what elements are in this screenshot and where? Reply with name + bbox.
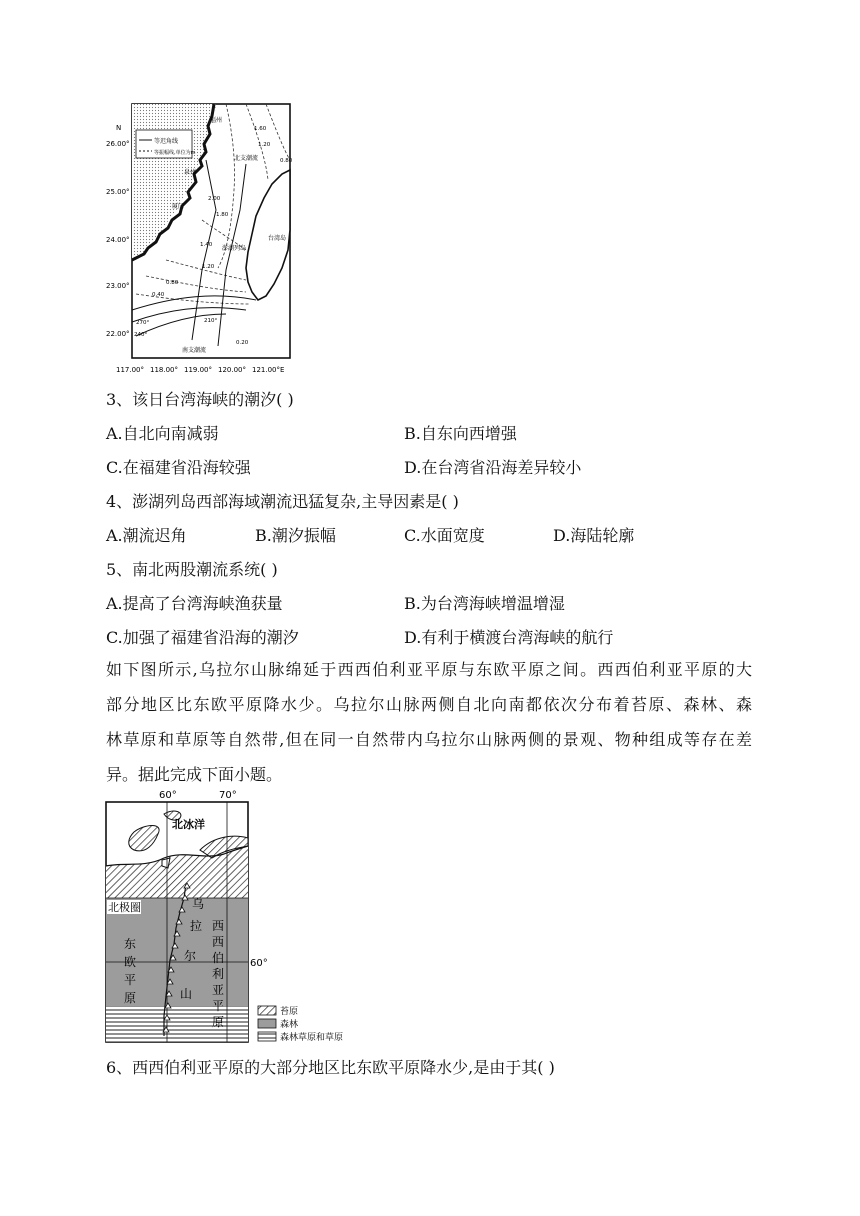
map1-penghu: 澎湖列岛 [222, 245, 247, 252]
map1-contour-value: 1.60 [254, 126, 267, 132]
map1-lat-label: 26.00° [106, 140, 130, 148]
map1-lon-label: 121.00°E [252, 366, 285, 374]
map2-legend-tundra: 苔原 [280, 1007, 299, 1017]
map1-contour-value: 1.20 [202, 264, 215, 270]
map1-lon-label: 117.00° [116, 366, 144, 374]
q5-option-a[interactable]: A.提高了台湾海峡渔获量 [106, 594, 283, 613]
map1-lon-label: 119.00° [184, 366, 212, 374]
map1-lat-label: 22.00° [106, 330, 130, 338]
q3-option-b[interactable]: B.自东向西增强 [404, 424, 517, 443]
map1-lon-label: 118.00° [150, 366, 178, 374]
map1-legend-amplitude: 等振幅线,单位为m [154, 150, 196, 156]
map2-wsplain-char: 西 [212, 935, 225, 949]
q5-option-c[interactable]: C.加强了福建省沿海的潮汐 [106, 628, 299, 647]
map1-contour-value: 1.40 [200, 242, 213, 248]
map1-contour-value: 1.80 [216, 212, 229, 218]
q3-option-a[interactable]: A.自北向南减弱 [106, 424, 219, 443]
map1-place-fuzhou: 福州 [210, 117, 223, 124]
q5-option-d[interactable]: D.有利于横渡台湾海峡的航行 [404, 628, 614, 647]
q4-option-d[interactable]: D.海陆轮廓 [553, 526, 635, 545]
map2-ural-char: 拉 [190, 919, 203, 933]
map1-contour-value: 0.80 [166, 280, 179, 286]
map2-arctic-circle: 北极圈 [108, 901, 141, 914]
map1-contour-value: 0.80 [280, 158, 293, 164]
map2-eeplain-char: 东 [124, 937, 137, 951]
map1-south-current: 南支潮流 [182, 347, 207, 354]
map1-lon-label: 120.00° [218, 366, 246, 374]
map1-lat-label: 23.00° [106, 282, 130, 290]
map2-lon-60: 60° [159, 790, 177, 801]
map1-contour-value: 0.40 [152, 292, 165, 298]
q4-option-a[interactable]: A.潮流迟角 [106, 526, 187, 545]
q5-option-b[interactable]: B.为台湾海峡增温增湿 [404, 594, 565, 613]
q3-stem: 3、该日台湾海峡的潮汐( ) [106, 390, 294, 409]
q4-option-c[interactable]: C.水面宽度 [404, 526, 485, 545]
passage-line: 如下图所示,乌拉尔山脉绵延于西西伯利亚平原与东欧平原之间。西西伯利亚平原的大 [106, 660, 752, 679]
passage-line: 林草原和草原等自然带,但在同一自然带内乌拉尔山脉两侧的景观、物种组成等存在差 [106, 730, 752, 749]
map2-eeplain-char: 原 [124, 991, 137, 1005]
map1-contour-value: 270° [136, 320, 150, 326]
map2-legend-steppe: 森林草原和草原 [280, 1033, 344, 1043]
map2-ural-char: 乌 [192, 897, 205, 911]
map2-wsplain-char: 原 [212, 1015, 225, 1029]
map1-contour-value: 1.20 [258, 142, 271, 148]
map2-eeplain-char: 欧 [124, 955, 137, 969]
map1-contour-value: 240° [134, 332, 148, 338]
map2-eeplain-char: 平 [124, 973, 137, 987]
map1-place-xiamen: 厦门 [172, 203, 185, 210]
q5-stem: 5、南北两股潮流系统( ) [106, 560, 278, 579]
taiwan-strait-tide-map [106, 100, 296, 382]
map2-ural-char: 山 [180, 987, 193, 1001]
map1-lat-label: 24.00° [106, 236, 130, 244]
map2-arctic-ocean: 北冰洋 [172, 818, 205, 831]
map2-lon-70: 70° [219, 790, 237, 801]
map2-ural-char: 尔 [184, 949, 197, 963]
q4-stem: 4、澎湖列岛西部海域潮流迅猛复杂,主导因素是( ) [106, 492, 459, 511]
map1-north-label: N [116, 124, 122, 132]
passage [106, 652, 752, 792]
q3-option-d[interactable]: D.在台湾省沿海差异较小 [404, 458, 582, 477]
map2-wsplain-char: 平 [212, 999, 225, 1013]
map1-legend-cotidal: 等迟角线 [154, 138, 179, 145]
map2-wsplain-char: 亚 [212, 983, 225, 997]
ural-mountains-map [104, 788, 366, 1048]
map1-contour-value: 0.20 [236, 340, 249, 346]
passage-line: 异。据此完成下面小题。 [106, 765, 283, 784]
q4-option-b[interactable]: B.潮汐振幅 [255, 526, 336, 545]
map2-wsplain-char: 利 [212, 967, 225, 981]
map1-place-quanzhou: 泉州 [184, 169, 197, 176]
map1-contour-value: 210° [204, 318, 218, 324]
map1-contour-value: 2.00 [208, 196, 221, 202]
map1-north-current: 北支潮流 [234, 155, 259, 162]
passage-line: 部分地区比东欧平原降水少。乌拉尔山脉两侧自北向南都依次分布着苔原、森林、森 [106, 695, 752, 714]
map1-lat-label: 25.00° [106, 188, 130, 196]
map2-wsplain-char: 西 [212, 919, 225, 933]
q3-option-c[interactable]: C.在福建省沿海较强 [106, 458, 251, 477]
q6-stem: 6、西西伯利亚平原的大部分地区比东欧平原降水少,是由于其( ) [106, 1058, 555, 1077]
map1-taiwan-island: 台湾岛 [268, 235, 287, 242]
map2-wsplain-char: 伯 [212, 951, 225, 965]
map2-lat-60: 60° [250, 958, 268, 969]
map2-legend-forest: 森林 [280, 1020, 299, 1030]
